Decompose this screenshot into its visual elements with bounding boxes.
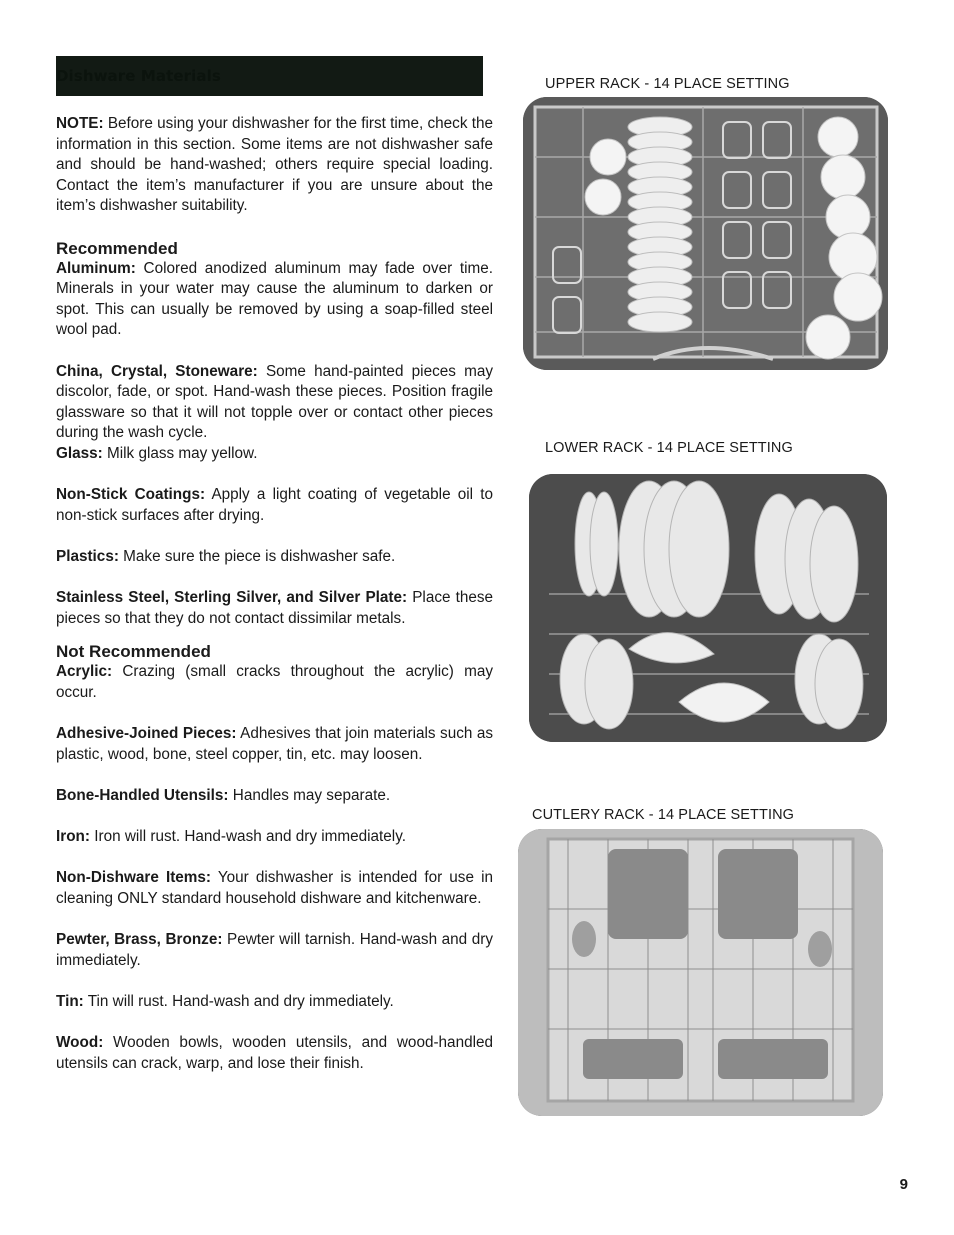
material-plastics: Plastics: Make sure the piece is dishwasher safe. [56,547,396,565]
material-acrylic: Acrylic: Crazing (small cracks throughout the acrylic) may occur. [56,663,493,701]
material-tin: Tin: Tin will rust. Hand-wash and dry immediately. [56,992,394,1010]
material-glass: Glass: Milk glass may yellow. [56,444,258,462]
recommended-heading: Recommended [56,238,178,258]
lower-rack-caption: LOWER RACK - 14 PLACE SETTING [545,440,793,456]
material-bone-handled: Bone-Handled Utensils: Handles may separate. [56,786,391,804]
material-adhesive-joined: Adhesive-Joined Pieces: Adhesives that join materials such as plastic, wood, bone, steel copper, tin, etc. may loosen. [56,725,493,763]
material-wood: Wood: Wooden bowls, wooden utensils, and wood-handled utensils can crack, warp, and lose their finish. [56,1033,493,1072]
material-iron: Iron: Iron will rust. Hand-wash and dry immediately. [56,828,406,845]
material-stainless-silver: Stainless Steel, Sterling Silver, and Silver Plate: Place these pieces so that they do not contact dissimilar metals. [56,589,494,627]
cutlery-rack-caption: CUTLERY RACK - 14 PLACE SETTING [532,807,795,823]
text-column [56,114,493,1074]
cutlery-rack-photo [518,829,883,1116]
material-non-dishware: Non-Dishware Items: Your dishwasher is intended for use in cleaning ONLY standard household dishware and kitchenware. [56,869,493,907]
section-banner [56,56,483,96]
lower-rack-photo [529,474,887,742]
material-china-crystal-stoneware: China, Crystal, Stoneware: Some hand-painted pieces may discolor, fade, or spot. Hand-wash these pieces. Position fragile glassware so that it will not topple over or contact other pieces during the wash cycle. [56,362,493,442]
upper-rack-caption: UPPER RACK - 14 PLACE SETTING [545,76,790,92]
material-non-stick-coatings: Non-Stick Coatings: Apply a light coating of vegetable oil to non-stick surfaces after drying. [56,486,493,524]
page-number: 9 [899,1176,908,1193]
not-recommended-heading: Not Recommended [56,642,211,662]
note-paragraph: NOTE: Before using your dishwasher for the first time, check the information in this section. Some items are not dishwasher safe and should be hand-washed; others require special loading. Contact the item’s manufacturer if you are unsure about the item’s dishwasher suitability. [56,115,493,215]
material-aluminum: Aluminum: Colored anodized aluminum may fade over time. Minerals in your water may cause the aluminum to darken or spot. This can usually be removed by using a soap-filled steel wool pad. [56,259,493,339]
material-pewter-brass-bronze: Pewter, Brass, Bronze: Pewter will tarnish. Hand-wash and dry immediately. [56,930,493,969]
section-title: Dishware Materials [56,67,221,85]
upper-rack-photo [523,97,888,370]
